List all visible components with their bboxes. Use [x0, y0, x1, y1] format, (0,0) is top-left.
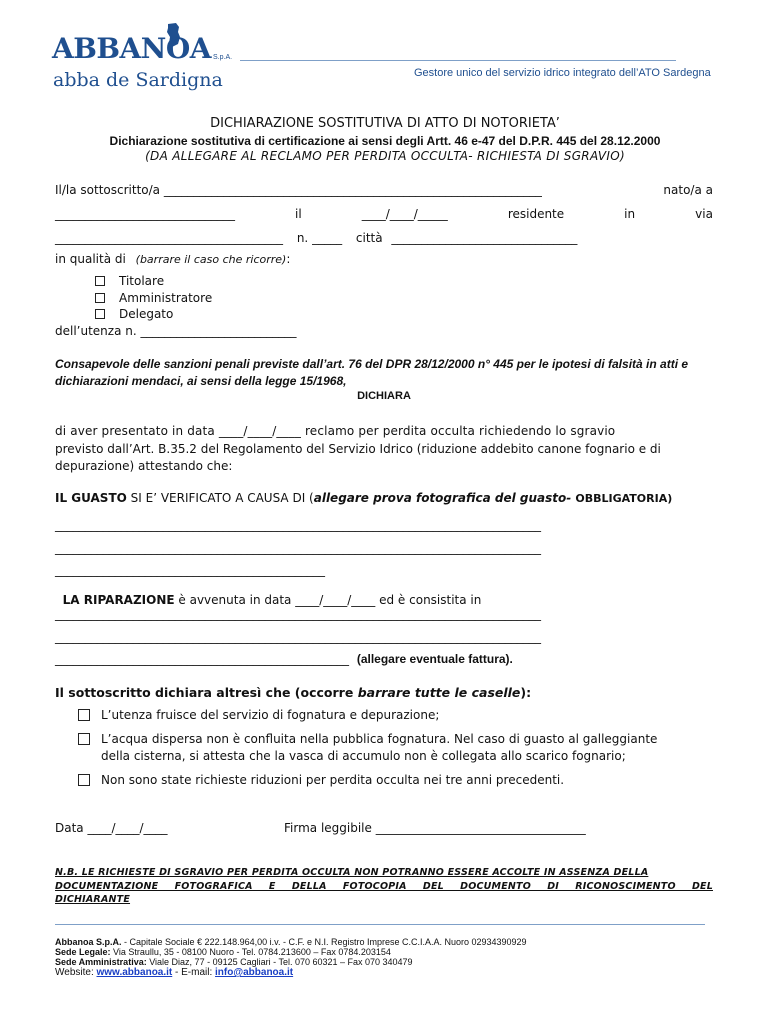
title-main: DICHIARAZIONE SOSTITUTIVA DI ATTO DI NOTORIETA’ [210, 116, 560, 131]
guasto-line[interactable]: _________________________________________________________________________________ [55, 540, 541, 555]
title-sub: Dichiarazione sostitutiva di certificazione ai sensi degli Artt. 46 e-47 del D.P.R. 445 del 28.12.2000 [109, 134, 661, 148]
awareness-line-2: dichiarazioni mendaci, ai sensi della legge 15/1968, [55, 374, 347, 388]
email-label: - E-mail: [172, 967, 216, 978]
guasto-line[interactable]: _____________________________________________ [55, 563, 325, 577]
logo-spa: S.p.A. [213, 54, 233, 61]
declaration-item[interactable] [78, 707, 718, 725]
checkbox-icon[interactable] [95, 276, 105, 286]
nb-line: N.B. LE RICHIESTE DI SGRAVIO PER PERDITA OCCULTA NON POTRANNO ESSERE ACCOLTE IN ASSENZA DELLA [55, 867, 649, 878]
street-field[interactable]: ______________________________________ [55, 231, 283, 245]
presented-line-2: previsto dall’Art. B.35.2 del Regolamento del Servizio Idrico (riduzione addebito canone fognario e di [55, 441, 661, 456]
checkbox-icon[interactable] [78, 709, 90, 721]
quality-label: in qualità di [55, 252, 126, 266]
checkbox-icon[interactable] [78, 774, 90, 786]
presented-line-1-text: di aver presentato in data ____/____/____ reclamo per perdita occulta richiedendo lo sgravio [55, 424, 616, 438]
nb-line: DICHIARANTE [55, 894, 131, 905]
riparazione-text: è avvenuta in data ____/____/____ ed è consistita in [174, 593, 482, 607]
street-label: via [695, 207, 713, 221]
city-label: città [355, 231, 383, 245]
residence-label: residente [507, 207, 565, 221]
declaration-text: L’acqua dispersa non è confluita nella pubblica fognatura. Nel caso di guasto al galleggiante [101, 731, 658, 746]
website-label: Website: [55, 967, 97, 978]
riparazione-last-row [55, 648, 541, 671]
invoice-note: (allegare eventuale fattura). [356, 652, 513, 666]
footer-legal-label: Sede Legale: [55, 947, 111, 957]
guasto-heading [55, 491, 672, 505]
footer-rule [55, 924, 705, 925]
signature-field[interactable]: Firma leggibile ___________________________________ [284, 821, 586, 835]
identity-line-1 [55, 183, 713, 197]
birthdate-label: il [295, 207, 302, 221]
riparazione-line[interactable]: _________________________________________________________________________________ [55, 607, 541, 621]
guasto-label: IL GUASTO [55, 491, 127, 505]
footer-legal-info: Via Straullu, 35 - 08100 Nuoro - Tel. 0784.213600 – Fax 0784.203154 [110, 947, 391, 957]
guasto-lines[interactable] [55, 514, 541, 582]
header-tagline: Gestore unico del servizio idrico integrato dell’ATO Sardegna [414, 67, 711, 79]
footer-contact-line [55, 967, 715, 979]
city-field[interactable]: _______________________________ [391, 231, 578, 245]
presented-text [55, 423, 715, 476]
logo-sub: abba de Sardigna [53, 69, 223, 91]
date-field[interactable]: Data ____/____/____ [55, 821, 168, 835]
awareness-line-1: Consapevole delle sanzioni penali previste dall’art. 76 del DPR 28/12/2000 n° 445 per le ipotesi di falsità in atti e [55, 357, 689, 371]
role-list [95, 273, 212, 323]
declaration-item[interactable] [78, 772, 718, 790]
document-title [40, 116, 730, 163]
guasto-text: SI E’ VERIFICATO A CAUSA DI ( [126, 491, 314, 505]
footer-company-line [55, 937, 715, 947]
quality-colon: : [286, 252, 291, 266]
role-item[interactable] [95, 290, 212, 307]
role-label: Amministratore [119, 290, 213, 305]
also-declares-lead: Il sottoscritto dichiara altresì che (occorre [55, 685, 358, 700]
declares-heading: DICHIARA [357, 390, 411, 402]
quality-hint: (barrare il caso che ricorre) [135, 253, 287, 266]
declaration-text: Non sono state richieste riduzioni per perdita occulta nei tre anni precedenti. [101, 772, 565, 787]
birthplace-label: nato/a a [663, 183, 713, 197]
footer [55, 937, 715, 979]
declaration-text: L’utenza fruisce del servizio di fognatura e depurazione; [101, 708, 440, 722]
footer-company: Abbanoa S.p.A. [55, 937, 122, 947]
title-note: (DA ALLEGARE AL RECLAMO PER PERDITA OCCULTA- RICHIESTA DI SGRAVIO) [145, 149, 625, 163]
footer-admin-label: Sede Amministrativa: [55, 957, 147, 967]
street-number-field[interactable]: n. _____ [296, 231, 343, 245]
checkbox-icon[interactable] [95, 309, 105, 319]
residence-in-label: in [624, 207, 636, 221]
presented-line-1 [55, 423, 715, 441]
quality-line [55, 252, 290, 266]
birthdate-field[interactable]: ____/____/_____ [361, 207, 448, 221]
footer-admin-line [55, 957, 715, 967]
role-item[interactable] [95, 273, 212, 290]
declaration-list [78, 707, 718, 789]
header-rule [240, 60, 676, 61]
guasto-line[interactable]: _________________________________________________________________________________ [55, 518, 541, 532]
website-link[interactable]: www.abbanoa.it [96, 967, 173, 978]
identity-line-3 [55, 231, 713, 245]
name-field[interactable]: Il/la sottoscritto/a _______________________________________________________________ [55, 183, 542, 197]
guasto-hint: allegare prova fotografica del guasto- [313, 491, 576, 505]
logo [52, 32, 252, 98]
nb-line: DOCUMENTAZIONE FOTOGRAFICA E DELLA FOTOCOPIA DEL DOCUMENTO DI RICONOSCIMENTO DEL [55, 880, 713, 892]
identity-line-2 [55, 207, 713, 221]
role-item[interactable] [95, 306, 212, 323]
footer-admin-info: Viale Diaz, 77 - 09125 Cagliari - Tel. 070 60321 – Fax 070 340479 [146, 957, 413, 967]
nb-note [55, 866, 713, 907]
presented-line-3: depurazione) attestando che: [55, 459, 233, 473]
awareness-text [55, 356, 725, 390]
also-declares-heading [55, 685, 531, 700]
role-label: Titolare [119, 274, 165, 288]
checkbox-icon[interactable] [95, 293, 105, 303]
riparazione-line[interactable]: _________________________________________________ [55, 652, 349, 666]
birthplace-field[interactable]: ______________________________ [55, 207, 235, 221]
logo-main: ABBANOA [52, 32, 211, 65]
checkbox-icon[interactable] [78, 733, 90, 745]
footer-legal-line [55, 947, 715, 957]
declaration-item[interactable] [78, 731, 718, 766]
riparazione-line[interactable]: _________________________________________________________________________________ [55, 629, 541, 644]
role-label: Delegato [119, 307, 174, 321]
email-link[interactable]: info@abbanoa.it [215, 967, 294, 978]
footer-company-info: - Capitale Sociale € 222.148.964,00 i.v. - C.F. e N.I. Registro Imprese C.C.I.A.A. Nuoro 02934390929 [121, 937, 527, 947]
guasto-required: OBBLIGATORIA) [575, 492, 673, 505]
also-declares-italic: barrare tutte le caselle [357, 685, 521, 700]
riparazione-lines[interactable] [55, 603, 541, 671]
declaration-text: della cisterna, si attesta che la vasca di accumulo non è collegata allo scarico fognario; [101, 749, 626, 763]
utenza-field[interactable]: dell’utenza n. __________________________ [55, 324, 297, 338]
riparazione-label: LA RIPARAZIONE [62, 593, 175, 607]
also-declares-end: ): [520, 685, 532, 700]
